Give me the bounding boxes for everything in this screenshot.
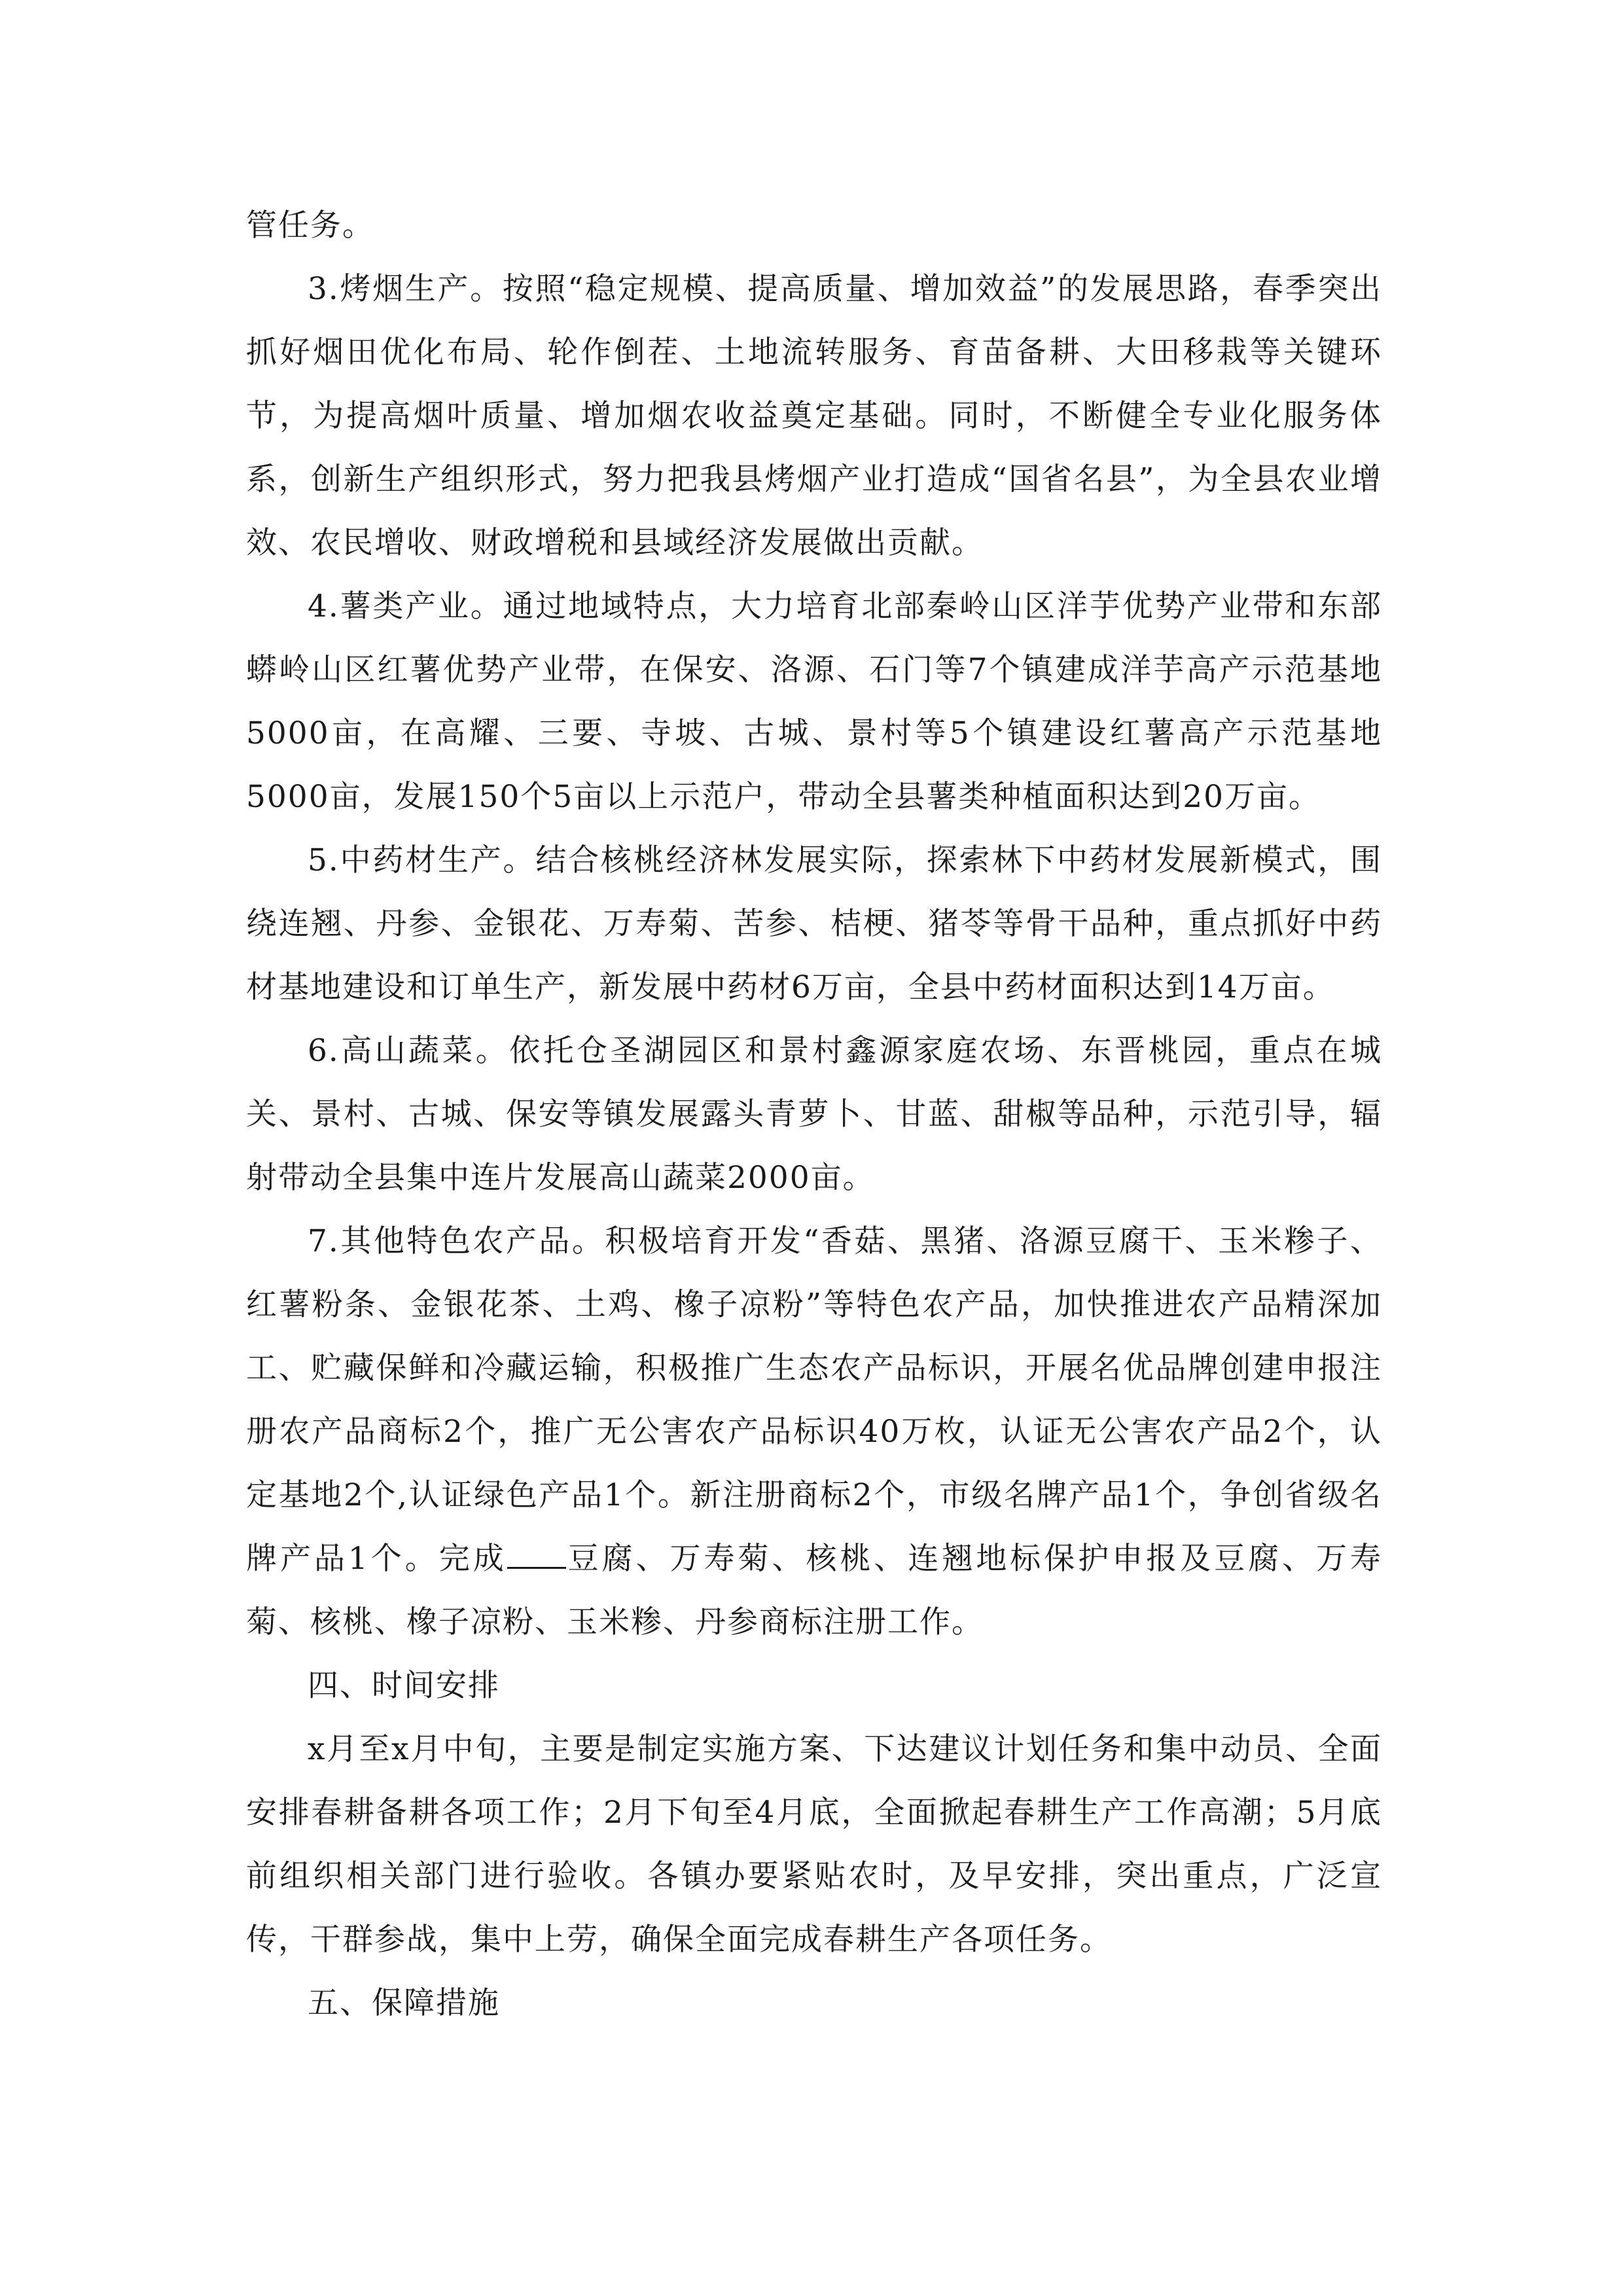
document-body <box>246 194 1382 2035</box>
section-heading-safeguards: 五、保障措施 <box>308 1985 500 2021</box>
section-heading-schedule: 四、时间安排 <box>308 1668 500 1704</box>
specialty-text-part-1: 7.其他特色农产品。积极培育开发“香菇、黑猪、洛源豆腐干、玉米糁子、红薯粉条、金银花茶、土鸡、橡子凉粉”等特色农产品，加快推进农产品精深加工、贮藏保鲜和冷藏运输，积极推广生态农产品标识，开展名优品牌创建申报注册农产品商标2个，推广无公害农产品标识40万枚，认证无公害农产品2个，认定基地2个,认证绿色产品1个。新注册商标2个，市级名牌产品1个，争创省级名牌产品1个。完成 <box>246 1223 1382 1577</box>
paragraph-medicinal-herbs: 5.中药材生产。结合核桃经济林发展实际，探索林下中药材发展新模式，围绕连翘、丹参、金银花、万寿菊、苦参、桔梗、猪苓等骨干品种，重点抓好中药材基地建设和订单生产，新发展中药材6万亩，全县中药材面积达到14万亩。 <box>246 842 1382 1005</box>
paragraph-tubers: 4.薯类产业。通过地域特点，大力培育北部秦岭山区洋芋优势产业带和东部蟒岭山区红薯优势产业带，在保安、洛源、石门等7个镇建成洋芋高产示范基地5000亩，在高耀、三要、寺坡、古城、景村等5个镇建设红薯高产示范基地5000亩，发展150个5亩以上示范户，带动全县薯类种植面积达到20万亩。 <box>246 588 1382 815</box>
specialty-text-part-2: 豆腐、万寿菊、核桃、连翘地标保护申报及豆腐、万寿菊、核桃、橡子凉粉、玉米糁、丹参商标注册工作。 <box>246 1541 1383 1640</box>
paragraph-vegetables: 6.高山蔬菜。依托仓圣湖园区和景村鑫源家庭农场、东晋桃园，重点在城关、景村、古城、保安等镇发展露头青萝卜、甘蓝、甜椒等品种，示范引导，辐射带动全县集中连片发展高山蔬菜2000亩。 <box>246 1033 1382 1196</box>
fill-in-blank <box>507 1541 566 1569</box>
paragraph-specialty-products <box>246 1210 1382 1654</box>
paragraph-tobacco: 3.烤烟生产。按照“稳定规模、提高质量、增加效益”的发展思路，春季突出抓好烟田优化布局、轮作倒茬、土地流转服务、育苗备耕、大田移栽等关键环节，为提高烟叶质量、增加烟农收益奠定基础。同时，不断健全专业化服务体系，创新生产组织形式，努力把我县烤烟产业打造成“国省名县”，为全县农业增效、农民增收、财政增税和县域经济发展做出贡献。 <box>246 271 1382 561</box>
paragraph-schedule: x月至x月中旬，主要是制定实施方案、下达建议计划任务和集中动员、全面安排春耕备耕各项工作；2月下旬至4月底，全面掀起春耕生产工作高潮；5月底前组织相关部门进行验收。各镇办要紧贴农时，及早安排，突出重点，广泛宣传，干群参战，集中上劳，确保全面完成春耕生产各项任务。 <box>246 1731 1382 1958</box>
paragraph-continuation: 管任务。 <box>246 207 374 243</box>
